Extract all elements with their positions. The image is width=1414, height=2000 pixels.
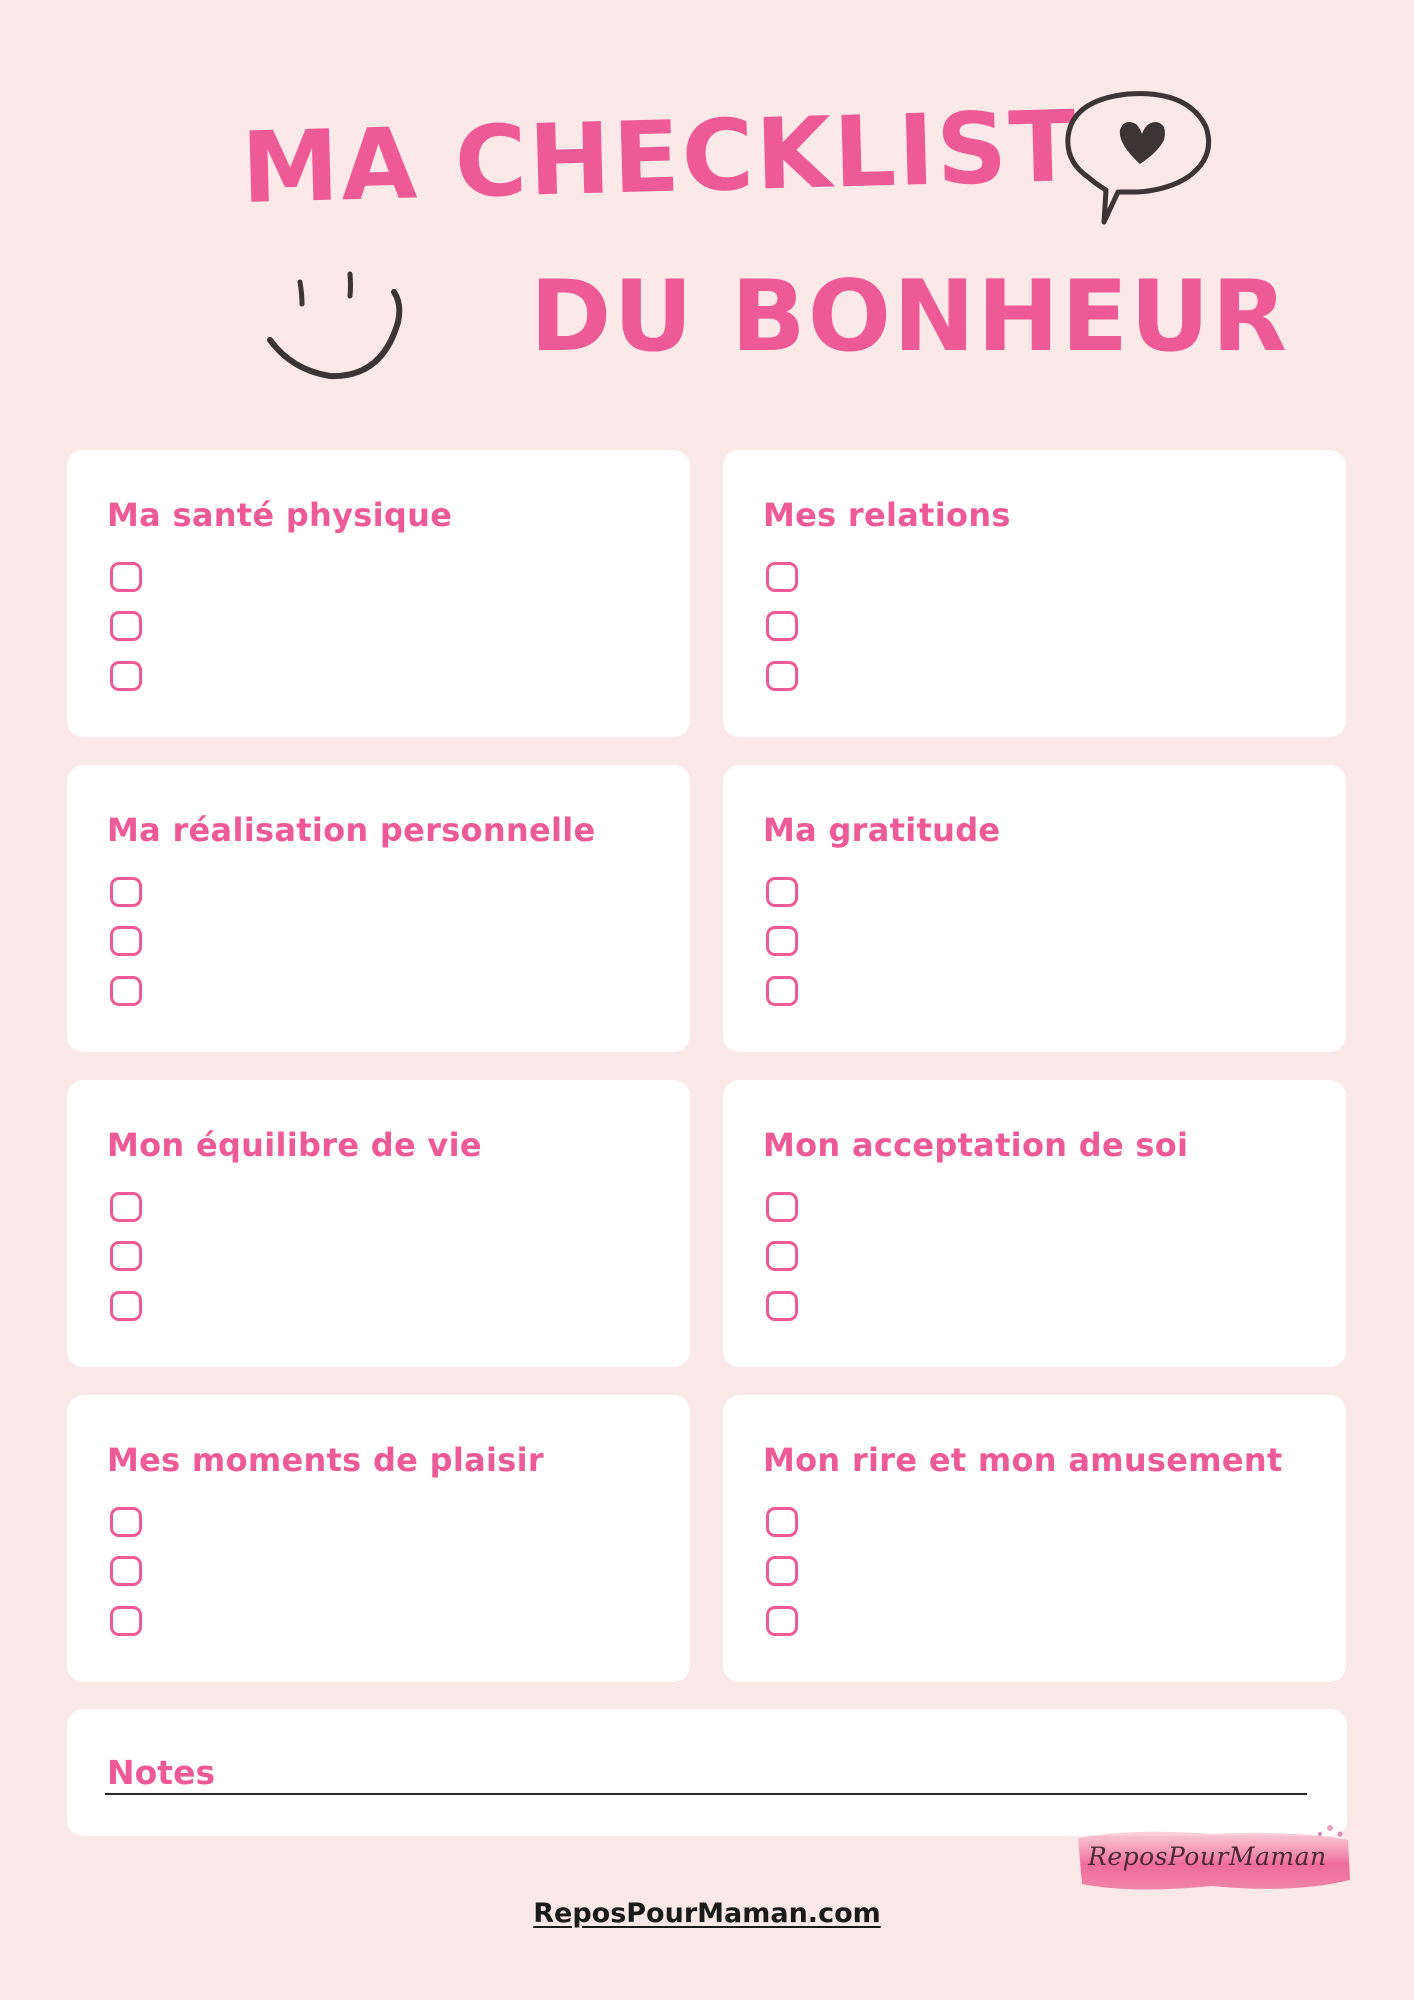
checkbox[interactable] (766, 1291, 798, 1321)
section-title: Ma santé physique (107, 496, 453, 534)
section-title: Mon rire et mon amusement (763, 1441, 1283, 1479)
section-title: Ma réalisation personnelle (107, 811, 596, 849)
section-card-acceptation-de-soi (723, 1080, 1346, 1367)
page-title-line-1: MA CHECKLIST (240, 90, 1080, 226)
checkbox[interactable] (766, 877, 798, 907)
checkbox[interactable] (110, 976, 142, 1006)
section-title: Mes moments de plaisir (107, 1441, 544, 1479)
brand-logo (1072, 1820, 1358, 1900)
checkbox[interactable] (110, 926, 142, 956)
section-title: Mon acceptation de soi (763, 1126, 1189, 1164)
checkbox[interactable] (766, 976, 798, 1006)
section-card-gratitude (723, 765, 1346, 1052)
notes-line[interactable] (105, 1793, 1307, 1795)
section-card-sante-physique (67, 450, 690, 737)
website-link[interactable]: ReposPourMaman.com (533, 1898, 881, 1929)
notes-card (67, 1709, 1347, 1836)
section-title: Mon équilibre de vie (107, 1126, 482, 1164)
checkbox[interactable] (110, 1556, 142, 1586)
checkbox[interactable] (110, 562, 142, 592)
checkbox[interactable] (766, 562, 798, 592)
checkbox[interactable] (766, 661, 798, 691)
checkbox[interactable] (766, 1606, 798, 1636)
checkbox[interactable] (766, 1507, 798, 1537)
checkbox[interactable] (110, 1291, 142, 1321)
page-title-line-2: DU BONHEUR (530, 260, 1290, 374)
section-card-relations (723, 450, 1346, 737)
notes-label: Notes (107, 1753, 216, 1792)
checkbox[interactable] (110, 1192, 142, 1222)
checkbox[interactable] (766, 611, 798, 641)
checkbox[interactable] (110, 1241, 142, 1271)
checkbox[interactable] (110, 661, 142, 691)
checkbox[interactable] (110, 877, 142, 907)
heart-speech-bubble-icon (1058, 82, 1218, 232)
checkbox[interactable] (766, 1192, 798, 1222)
section-card-rire-et-amusement (723, 1395, 1346, 1682)
checkbox[interactable] (110, 611, 142, 641)
section-card-equilibre-de-vie (67, 1080, 690, 1367)
checkbox[interactable] (766, 1241, 798, 1271)
checkbox[interactable] (766, 926, 798, 956)
section-title: Ma gratitude (763, 811, 1001, 849)
smiley-face-icon (262, 262, 412, 387)
section-title: Mes relations (763, 496, 1011, 534)
checkbox[interactable] (766, 1556, 798, 1586)
checkbox[interactable] (110, 1606, 142, 1636)
section-card-moments-de-plaisir (67, 1395, 690, 1682)
logo-text: ReposPourMaman (1088, 1842, 1327, 1871)
checkbox[interactable] (110, 1507, 142, 1537)
section-card-realisation-personnelle (67, 765, 690, 1052)
